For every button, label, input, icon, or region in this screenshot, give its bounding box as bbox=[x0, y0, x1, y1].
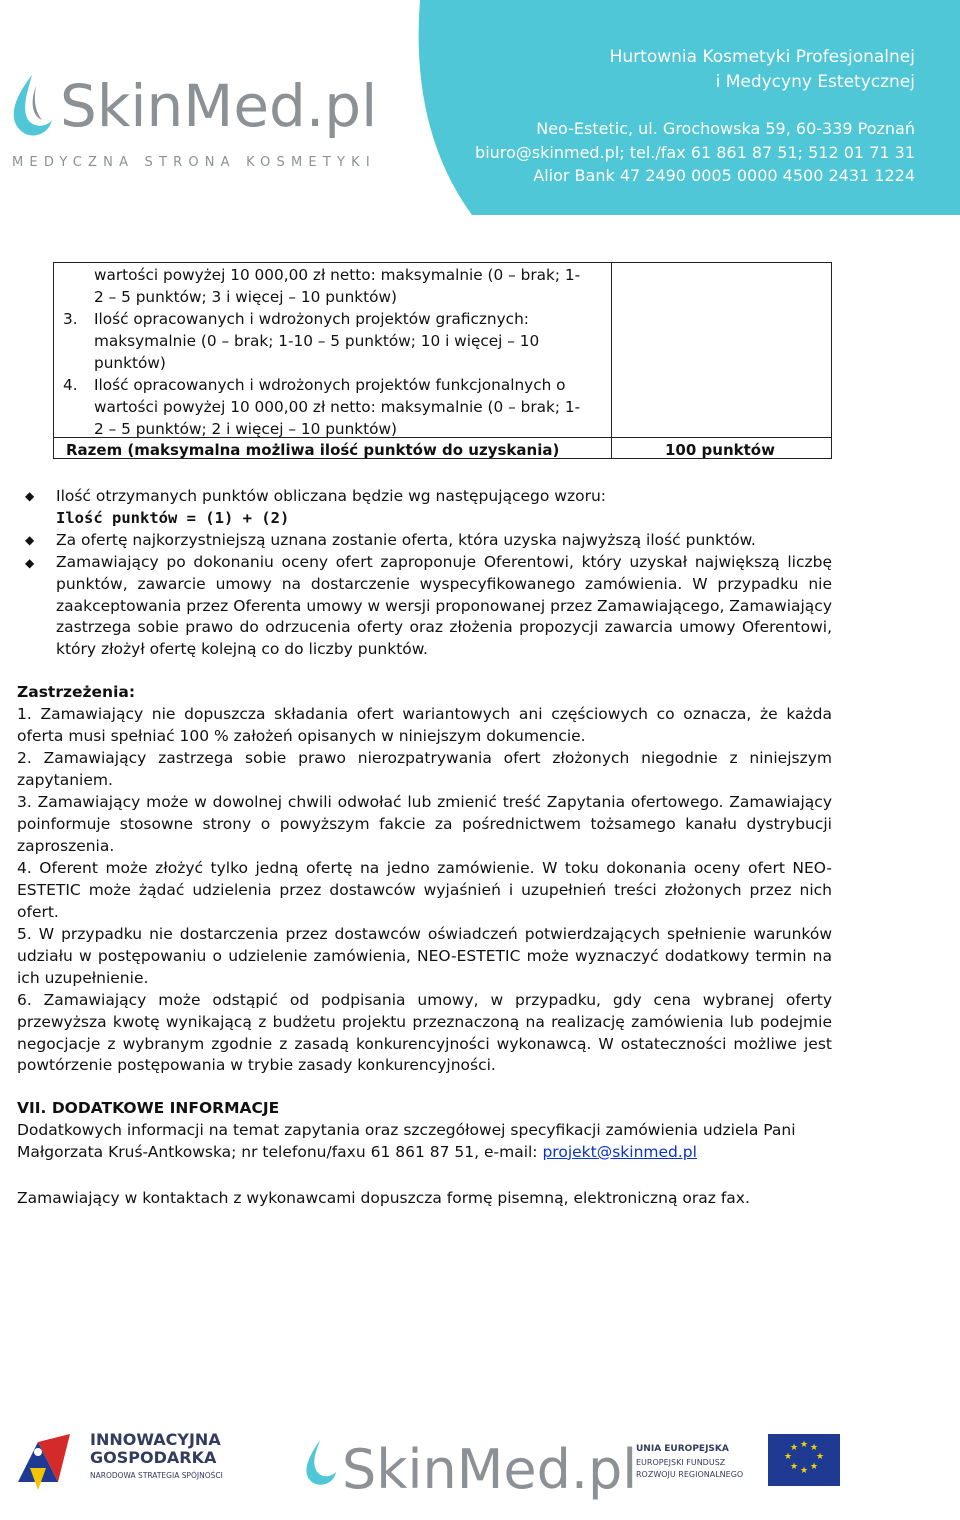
diamond-bullet-icon: ◆ bbox=[25, 489, 35, 503]
table-column-divider bbox=[611, 263, 612, 458]
skinmed-droplet-icon bbox=[306, 1440, 336, 1485]
bullet-formula-intro: Ilość otrzymanych punktów obliczana będzie wg następującego wzoru: bbox=[56, 487, 607, 505]
table-total-label: Razem (maksymalna możliwa ilość punktów do uzyskania) bbox=[66, 441, 560, 459]
svg-text:★: ★ bbox=[790, 1462, 799, 1472]
footer-eu-line-2: EUROPEJSKI FUNDUSZ bbox=[636, 1458, 726, 1467]
diamond-bullet-icon: ◆ bbox=[25, 556, 35, 570]
svg-text:★: ★ bbox=[784, 1452, 793, 1462]
footer-logo-name: SkinMed.pl bbox=[342, 1438, 638, 1501]
skinmed-logo bbox=[0, 0, 420, 180]
reservation-item: 2. Zamawiający zastrzega sobie prawo nierozpatrywania ofert złożonych niegodnie z niniejszym zapytaniem. bbox=[17, 749, 832, 789]
letterhead bbox=[0, 0, 960, 215]
svg-text:★: ★ bbox=[790, 1443, 799, 1453]
company-contact: biuro@skinmed.pl; tel./fax 61 861 87 51; 512 01 71 31 bbox=[475, 143, 915, 162]
logo-tagline: MEDYCZNA STRONA KOSMETYKI bbox=[12, 155, 376, 170]
svg-text:★: ★ bbox=[810, 1443, 819, 1453]
table-total-value: 100 punktów bbox=[665, 441, 775, 459]
svg-text:★: ★ bbox=[800, 1440, 809, 1450]
section-text bbox=[17, 1120, 832, 1164]
svg-text:★: ★ bbox=[810, 1462, 819, 1472]
innowacyjna-gospodarka-emblem-icon bbox=[18, 1434, 70, 1490]
reservations-heading: Zastrzeżenia: bbox=[17, 683, 136, 701]
company-line-2: i Medycyny Estetycznej bbox=[715, 72, 915, 92]
table-line: wartości powyżej 10 000,00 zł netto: maksymalnie (0 – brak; 1- bbox=[94, 398, 581, 416]
logo-name: SkinMed.pl bbox=[60, 72, 378, 140]
reservation-item: 3. Zamawiający może w dowolnej chwili odwołać lub zmienić treść Zapytania ofertowego. Zamawiający poinformuje stosowne strony o powyższym fakcie za pośrednictwem tożsamego kanału dystrybucji zaproszenia. bbox=[17, 793, 832, 855]
footer-ig-title-2: GOSPODARKA bbox=[90, 1448, 217, 1467]
footer-eu-line-3: ROZWOJU REGIONALNEGO bbox=[636, 1470, 744, 1479]
reservation-item: 4. Oferent może złożyć tylko jedną ofertę na jedno zamówienie. W toku dokonania oceny ofert NEO-ESTETIC może żądać udzielenia przez dostawców wyjaśnień i uzupełnień treści złożonych przez nich ofert. bbox=[17, 859, 832, 921]
table-line: punktów) bbox=[94, 354, 166, 372]
section-heading: VII. DODATKOWE INFORMACJE bbox=[17, 1099, 280, 1117]
eu-flag-icon bbox=[768, 1434, 840, 1486]
bullet-formula: Ilość punktów = (1) + (2) bbox=[56, 509, 290, 527]
svg-text:★: ★ bbox=[816, 1452, 825, 1462]
email-link[interactable]: projekt@skinmed.pl bbox=[542, 1142, 697, 1161]
company-bank: Alior Bank 47 2490 0005 0000 4500 2431 1224 bbox=[533, 166, 915, 185]
reservation-item: 6. Zamawiający może odstąpić od podpisania umowy, w przypadku, gdy cena wybranej oferty przewyższa kwotę wynikającą z budżetu projektu przeznaczoną na realizację zamówienia lub podejmie negocjacje z wybranym zgodnie z zasadą konkurencyjności wykonawcą. W ostateczności możliwe jest powtórzenie postępowania w trybie zasady konkurencyjności. bbox=[17, 991, 832, 1075]
table-line: Ilość opracowanych i wdrożonych projektów funkcjonalnych o bbox=[94, 376, 566, 394]
item-number: 4. bbox=[63, 376, 78, 394]
table-line: maksymalnie (0 – brak; 1-10 – 5 punktów; 10 i więcej – 10 bbox=[94, 332, 540, 350]
table-line: Ilość opracowanych i wdrożonych projektów graficznych: bbox=[94, 310, 529, 328]
bullet-best-offer: Za ofertę najkorzystniejszą uznana zostanie oferta, która uzyska najwyższą ilość punktów. bbox=[56, 531, 756, 549]
criteria-table bbox=[53, 262, 832, 459]
reservation-item: 1. Zamawiający nie dopuszcza składania ofert wariantowych ani częściowych co oznacza, że każda oferta musi spełniać 100 % założeń opisanych w niniejszym dokumencie. bbox=[17, 705, 832, 745]
reservation-item: 5. W przypadku nie dostarczenia przez dostawców oświadczeń potwierdzających spełnienie warunków udziału w postępowaniu o udzielenie zamówienia, NEO-ESTETIC może wyznaczyć dodatkowy termin na ich uzupełnienie. bbox=[17, 925, 832, 987]
table-line: wartości powyżej 10 000,00 zł netto: maksymalnie (0 – brak; 1- bbox=[94, 266, 581, 284]
item-number: 3. bbox=[63, 310, 78, 328]
footer-eu-title: UNIA EUROPEJSKA bbox=[636, 1444, 729, 1454]
table-line: 2 – 5 punktów; 2 i więcej – 10 punktów) bbox=[94, 420, 397, 438]
table-line: 2 – 5 punktów; 3 i więcej – 10 punktów) bbox=[94, 288, 397, 306]
bullet-contract: Zamawiający po dokonaniu oceny ofert zaproponuje Oferentowi, który uzyskał największą liczbę punktów, zawarcie umowy na dostarczenie wyspecyfikowanego zamówienia. W przypadku nie zaakceptowania przez Oferenta umowy w wersji proponowanej przez Zamawiającego, Zamawiający zastrzega sobie prawo do odrzucenia oferty oraz złożenia propozycji zawarcia umowy Oferentowi, który złożył ofertę kolejną co do liczby punktów. bbox=[56, 553, 832, 659]
footer-ig-title-1: INNOWACYJNA bbox=[90, 1430, 221, 1449]
diamond-bullet-icon: ◆ bbox=[25, 533, 35, 547]
company-line-1: Hurtownia Kosmetyki Profesjonalnej bbox=[609, 47, 915, 67]
footer-ig-subtitle: NARODOWA STRATEGIA SPÓJNOŚCI bbox=[90, 1471, 223, 1480]
contact-forms-text: Zamawiający w kontaktach z wykonawcami dopuszcza formę pisemną, elektroniczną oraz fax. bbox=[17, 1189, 750, 1207]
company-address: Neo-Estetic, ul. Grochowska 59, 60-339 Poznań bbox=[536, 119, 915, 138]
svg-text:★: ★ bbox=[800, 1466, 809, 1476]
contact-info: Dodatkowych informacji na temat zapytania oraz szczegółowej specyfikacji zamówienia udziela Pani Małgorzata Kruś-Antkowska; nr telefonu/faxu 61 861 87 51, e-mail: bbox=[17, 1121, 796, 1161]
